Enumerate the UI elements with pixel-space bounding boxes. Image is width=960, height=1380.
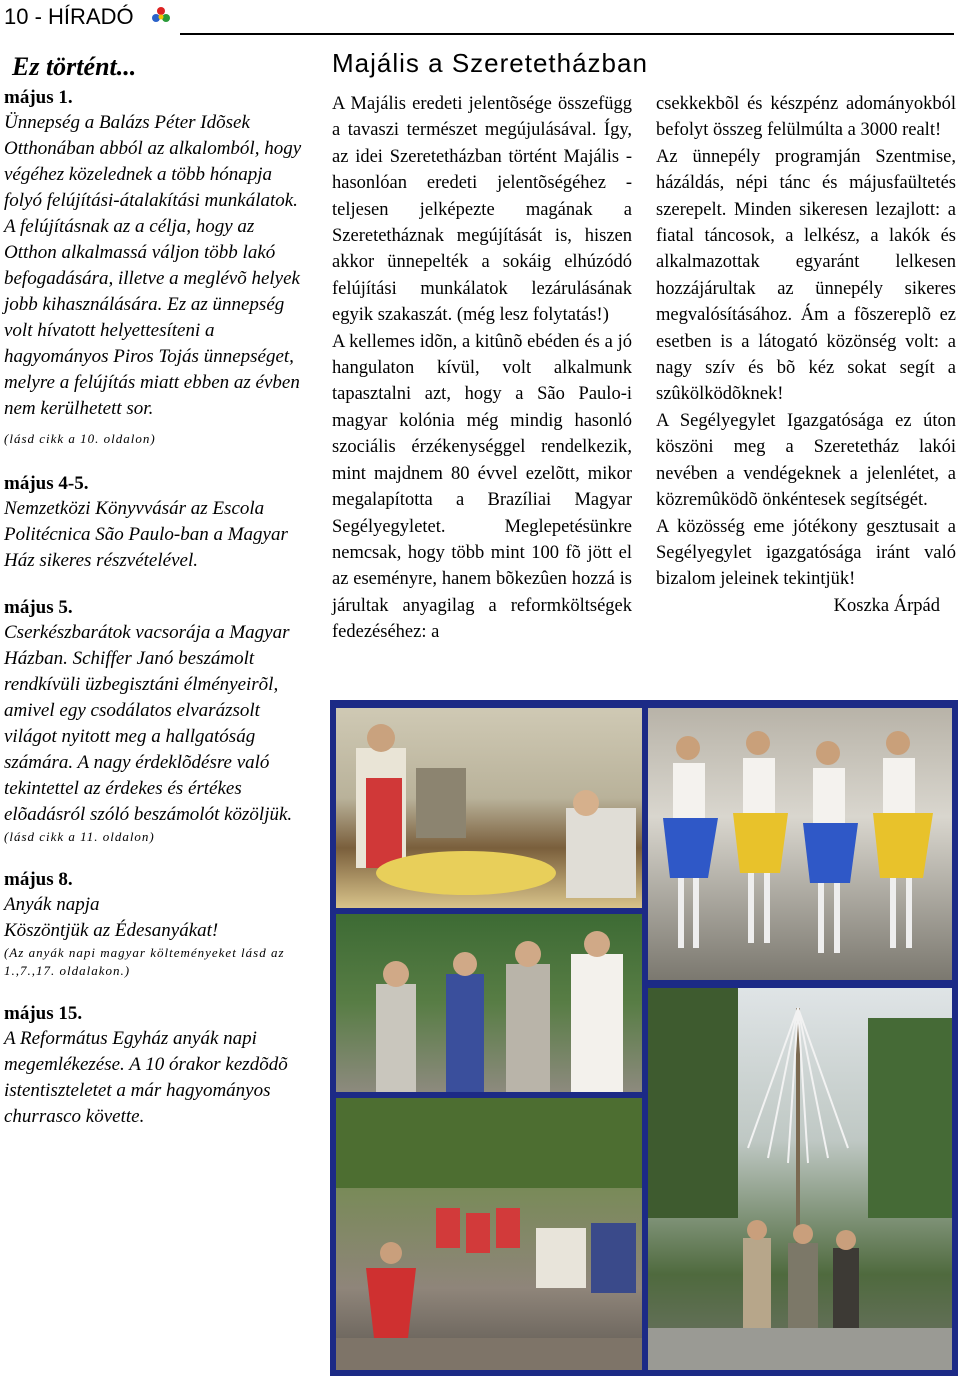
event-date: május 15.	[4, 1003, 83, 1024]
event-entry	[4, 86, 309, 448]
event-text: Nemzetközi Könyvvásár az Escola Politécnica São Paulo-ban a Magyar Ház sikeres részvételével.	[4, 498, 288, 571]
article-paragraph: A Segélyegylet Igazgatósága ez úton köszöni meg a Szeretetház lakói nevében a vendégeknek a jelenlétet, a közremûködõ önkéntesek segítségét.	[656, 410, 956, 511]
event-entry	[4, 1002, 309, 1130]
article-signature: Koszka Árpád	[833, 595, 940, 616]
mass-photo-image	[336, 914, 642, 1092]
page-header	[0, 0, 960, 40]
event-date: május 4-5.	[4, 473, 89, 494]
event-date: május 5.	[4, 597, 73, 618]
event-text-2: Köszöntjük az Édesanyákat!	[4, 920, 219, 941]
performance-photo	[336, 1098, 642, 1370]
event-text: Cserkészbarátok vacsorája a Magyar Házban. Schiffer Janó beszámolt rendkívüli üzbegisztáni élményeirõl, amivel egy csodálatos elvarázsolt világot nyitott meg a hallgatóság számára. A nagy érdeklõdésre való tekintettel az érdekes és értékes elõadásról szóló beszámolót közöljük.	[4, 622, 293, 825]
event-note: (lásd cikk a 10. oldalon)	[4, 431, 156, 446]
performance-photo-image	[336, 1098, 642, 1370]
event-text: A Református Egyház anyák napi megemlékezése. A 10 órakor kezdõdõ istentiszteletet a már hagyományos churrasco követte.	[4, 1028, 288, 1127]
event-entry	[4, 596, 309, 846]
article-paragraph: csekkekbõl és készpénz adományokból befolyt összeg felülmúlta a 3000 realt!	[656, 94, 956, 141]
photo-collage	[330, 700, 958, 1376]
kitchen-photo-image	[336, 708, 642, 908]
article-paragraph: Az ünnepély programján Szentmise, házáldás, népi tánc és májusfaültetés szerepelt. Minden sikeresen lezajlott: a fiatal táncosok, a lelkész, a lakók és alkalmazottak egyaránt lelkesen hozzájárultak az ünnepély sikeres megvalósításához. Ám a fõszereplõ ez esetben is a látogató közönség volt: a nagy szív és bõ kéz sokat segít a szûkölködõknek!	[656, 146, 956, 405]
event-text: Anyák napja	[4, 894, 100, 915]
event-note: (Az anyák napi magyar költeményeket lásd az 1.,7.,17. oldalakon.)	[4, 945, 285, 978]
article-paragraph: A kellemes idõn, a kitûnõ ebéden és a jó hangulaton kívül, volt alkalmunk tapasztalni azt, hogy a São Paulo-i magyar kolónia még mindig hasonló szociális érzékenységgel rendelkezik, mint majdnem 80 évvel ezelõtt, mikor megalapította a Brazíliai Magyar Segélyegyletet. Meglepetésünkre nemcsak, hogy több mint 100 fõ jött el az eseményre, hanem bõkezûen hozzá is járultak anyagilag a reformköltségek fedezéséhez: a	[332, 331, 632, 643]
event-entry	[4, 868, 309, 980]
event-text: Ünnepség a Balázs Péter Idõsek Otthonában abból az alkalomból, hogy végéhez közelednek a több hónapja folyó felújítási-átalakítási munkálatok. A felújításnak az a célja, hogy az Otthon alkalmassá váljon több lakó befogadására, illetve a meglévõ helyek jobb kihasználására. Ez az ünnepség volt hívatott helyettesíteni a hagyományos Piros Tojás ünnepséget, melyre a felújítás miatt ebben az évben nem kerülhetett sor.	[4, 112, 302, 419]
sidebar-title: Ez történt...	[12, 52, 137, 81]
page-number: 10 - HÍRADÓ	[4, 4, 134, 29]
dancers-photo-image	[648, 708, 952, 980]
maypole-photo	[648, 988, 952, 1370]
dancers-photo	[648, 708, 952, 980]
article-column-1	[332, 91, 632, 646]
event-note: (lásd cikk a 11. oldalon)	[4, 829, 155, 844]
article-column-2	[656, 91, 956, 619]
article-paragraph: A Majális eredeti jelentõsége összefügg a tavaszi természet megújulásával. Így, az idei Szeretetházban történt Majális - hasonlóan eredeti jelentõségéhez - teljesen jelképezte magának a Szeretetháznak megújítását is, hiszen akkor ünnepelték a sokáig elhúzódó felújítási munkálatok lezárulásának egyik szakaszát. (még lesz folytatás!)	[332, 94, 632, 326]
event-date: május 8.	[4, 869, 73, 890]
mass-photo	[336, 914, 642, 1092]
event-date: május 1.	[4, 87, 73, 108]
maypole-photo-image	[648, 988, 952, 1370]
events-sidebar	[4, 40, 309, 1152]
article-title: Majális a Szeretetházban	[332, 48, 648, 78]
flower-logo-icon	[150, 5, 172, 27]
kitchen-photo	[336, 708, 642, 908]
header-rule	[180, 33, 954, 35]
article-paragraph: A közösség eme jótékony gesztusait a Segélyegylet igazgatósága iránt való bizalom jeleinek tekintjük!	[656, 516, 956, 590]
event-entry	[4, 472, 309, 574]
